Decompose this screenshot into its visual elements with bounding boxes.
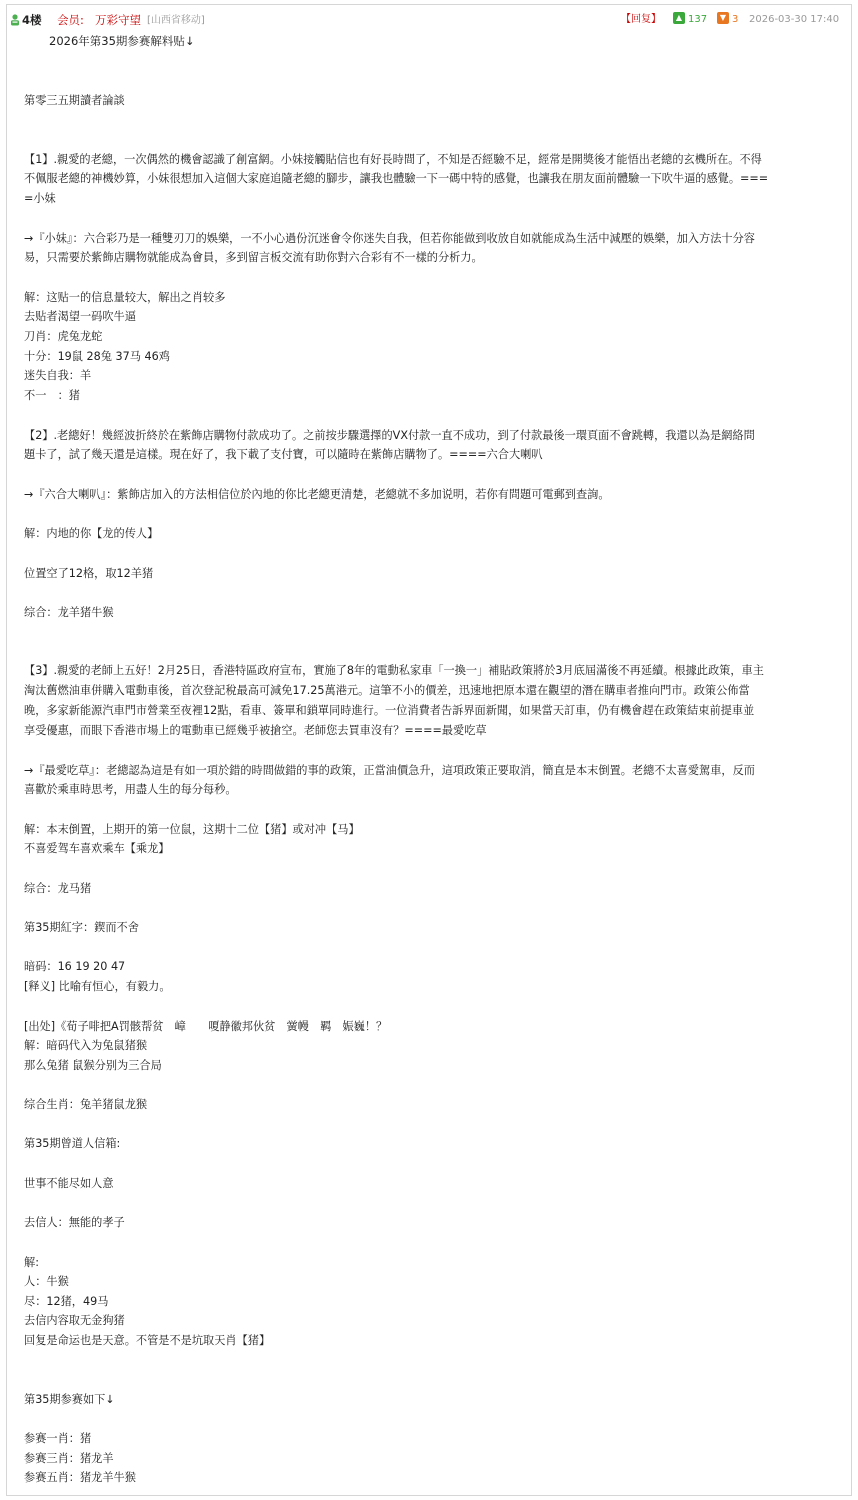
- member-label: 会员:: [57, 13, 84, 27]
- post-line: 去贴者渴望一码吹牛逼: [24, 310, 136, 323]
- post-line: 解：这贴一的信息量较大，解出之肖较多: [24, 291, 226, 304]
- post-line: 【1】.親愛的老總，一次偶然的機會認識了創富網。小妹接觸貼信也有好長時間了，不知是否經驗不足，經常是開獎後才能悟出老總的玄機所在。不得: [24, 153, 762, 166]
- post-line: 享受優惠，而眼下香港市場上的電動車已經幾乎被搶空。老師您去買車沒有？====最愛吃草: [24, 724, 487, 737]
- post-line: 不佩服老總的神機妙算，小妹很想加入這個大家庭追隨老總的腳步，讓我也體驗一下一碼中特的感覺，也讓我在朋友面前體驗一下吹牛逼的感覺。===: [24, 172, 769, 185]
- post-line: 解：本末倒置，上期开的第一位鼠，这期十二位【猪】或对冲【马】: [24, 823, 360, 836]
- like-count: 137: [688, 14, 708, 25]
- post-line: 第35期参赛如下↓: [24, 1393, 115, 1406]
- user-icon: [10, 14, 20, 26]
- post-line: 去信人：無能的孝子: [24, 1216, 125, 1229]
- post-line: 位置空了12格，取12羊猪: [24, 567, 154, 580]
- post-line: 不喜爱驾车喜欢乘车【乘龙】: [24, 842, 170, 855]
- like-icon[interactable]: ▲: [673, 12, 685, 24]
- member-name[interactable]: 万彩守望: [95, 13, 141, 27]
- post-line: 参赛五肖：猪龙羊牛猴: [24, 1471, 136, 1484]
- post-line: 第零三五期讀者論談: [24, 94, 125, 107]
- post-line: 参赛一肖：猪: [24, 1432, 92, 1445]
- post-line: 那么兔猪 鼠猴分别为三合局: [24, 1059, 162, 1072]
- post-line: 尽：12猪，49马: [24, 1295, 109, 1308]
- dislike-icon[interactable]: ▼: [717, 12, 729, 24]
- post-line: 題卡了，試了幾天還是這樣。現在好了，我下載了支付寶，可以隨時在紫飾店購物了。====六合大喇叭: [24, 448, 543, 461]
- post-line: [释义] 比喻有恒心，有毅力。: [24, 980, 171, 993]
- dislike-count: 3: [732, 14, 739, 25]
- post-line: →『最愛吃草』：老總認為這是有如一項於錯的時間做錯的事的政策，正當油價急升，這項政策正要取消，簡直是本末倒置。老總不太喜愛駕車，反而: [24, 764, 755, 777]
- post-line: →『六合大喇叭』：紫飾店加入的方法相信位於內地的你比老總更清楚，老總就不多加说明，若你有問題可電郵到查詢。: [24, 488, 610, 501]
- post-line: 综合生肖：兔羊猪鼠龙猴: [24, 1098, 148, 1111]
- post-line: 淘汰舊燃油車併購入電動車後，首次登記稅最高可減免17.25萬港元。這筆不小的價差，迅速地把原本還在觀望的潛在購車者推向門市。政策公佈當: [24, 684, 750, 697]
- post-subtitle: 2026年第35期参赛解料贴↓: [49, 34, 195, 48]
- post-line: 人：牛猴: [24, 1275, 69, 1288]
- post-line: 综合：龙马猪: [24, 882, 92, 895]
- post-line: 晚，多家新能源汽車門市營業至夜裡12點，看車、簽單和鎖單同時進行。一位消費者告訴界面新聞，如果當天訂車，仍有機會趕在政策結束前提車並: [24, 704, 755, 717]
- floor-number: 4楼: [22, 13, 42, 27]
- post-line: 十分：19鼠 28兔 37马 46鸡: [24, 350, 170, 363]
- post-line: 易，只需要於紫飾店購物就能成為會員，多到留言板交流有助你對六合彩有不一樣的分析力。: [24, 251, 483, 264]
- post-line: 暗码：16 19 20 47: [24, 960, 126, 973]
- post-line: 综合：龙羊猪牛猴: [24, 606, 114, 619]
- reply-button[interactable]: 【回复】: [621, 14, 661, 25]
- post-line: 迷失自我：羊: [24, 369, 92, 382]
- post-line: 刀肖：虎兔龙蛇: [24, 330, 103, 343]
- post-line: 解：内地的你【龙的传人】: [24, 527, 159, 540]
- post-line: 第35期曾道人信箱:: [24, 1137, 121, 1150]
- post-container: [6, 4, 852, 1496]
- post-line: 解:: [24, 1256, 39, 1269]
- post-line: →『小妹』：六合彩乃是一種雙刃刀的娛樂，一不小心過份沉迷會令你迷失自我，但若你能做到收放自如就能成為生活中減壓的娛樂，加入方法十分容: [24, 232, 755, 245]
- post-line: 回复是命运也是天意。不管是不是坑取天肖【猪】: [24, 1334, 271, 1347]
- post-line: 不一 ：猪: [24, 389, 80, 402]
- post-line: 世事不能尽如人意: [24, 1177, 114, 1190]
- post-line: 第35期紅字：鍥而不舍: [24, 921, 139, 934]
- post-line: 去信内容取无金狗猪: [24, 1314, 125, 1327]
- post-line: 喜歡於乘車時思考，用盡人生的每分每秒。: [24, 783, 237, 796]
- post-line: 参赛三肖：猪龙羊: [24, 1452, 114, 1465]
- post-line: [出处]《荀子啡把A罚骸帮贫 嶂 嗄静徽邦伙贫 黉幔 羁 娠巍！？: [24, 1020, 388, 1033]
- post-header: [7, 5, 851, 35]
- post-line: =小妹: [24, 192, 56, 205]
- post-line: 【3】.親愛的老師上五好！2月25日，香港特區政府宣布，實施了8年的電動私家車「一換一」補貼政策將於3月底屆滿後不再延續。根據此政策，車主: [24, 664, 764, 677]
- post-line: 【2】.老總好！幾經波折終於在紫飾店購物付款成功了。之前按步驟選擇的VX付款一直不成功，到了付款最後一環頁面不會跳轉，我還以為是網絡問: [24, 429, 755, 442]
- post-timestamp: 2026-03-30 17:40: [749, 14, 840, 25]
- member-region: [山西省移动]: [147, 15, 205, 26]
- post-line: 解：暗码代入为兔鼠猪猴: [24, 1039, 148, 1052]
